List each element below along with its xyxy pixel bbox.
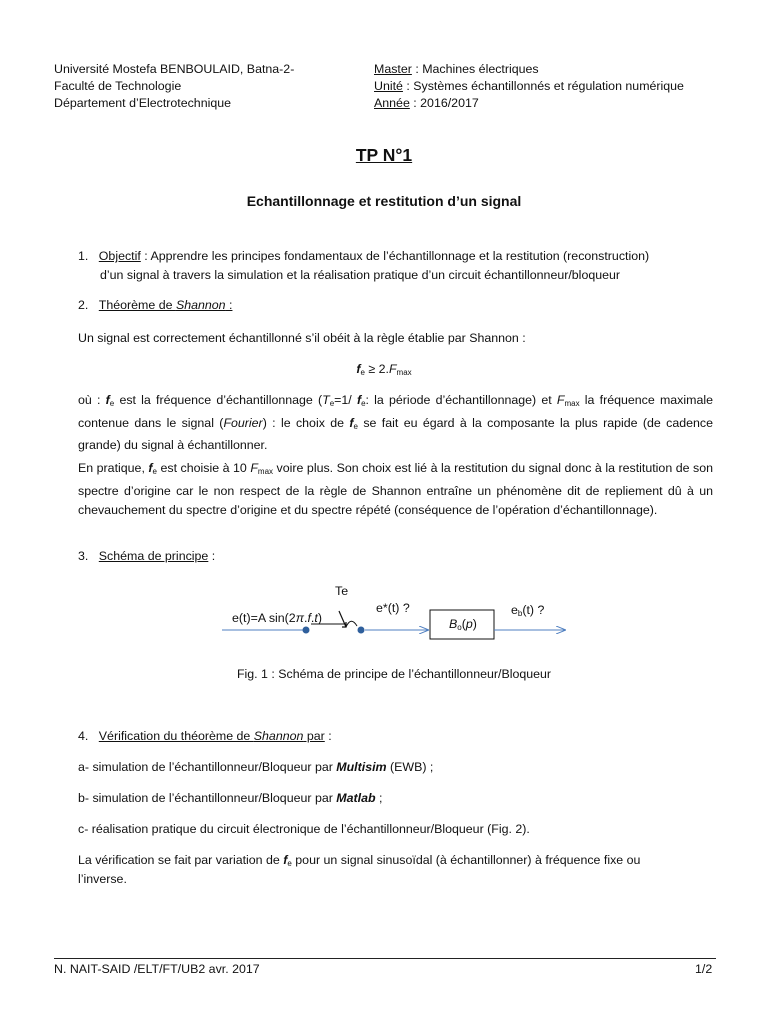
input-d: ) [317,611,322,625]
header-left [54,61,294,112]
section3-heading: Schéma de principe [98,549,209,563]
formula-sub-e: e [360,368,365,377]
section1-text1: : Apprendre les principes fondamentaux de l’échantillonnage et la restitution (reconstruction) [140,249,650,263]
p2-t3: voire plus. Son choix est lié à la restitution du signal donc à la restitution de son spectre d’origine car le non respect de la règle de Shannon entraîne un phénomène dit de repliement dû à un chevauchement du spectre d’origine et du spectre répété (conséquence de l’opération d’échantillonnage). [78,461,713,517]
diagram-output-label [511,603,544,618]
p1-T: T [322,393,330,407]
formula-F: F [388,362,397,376]
figure-caption: Fig. 1 : Schéma de principe de l’échantillonneur/Bloqueur [236,667,552,681]
page-number: 1/2 [695,962,713,976]
p1-f2: f [356,393,362,407]
section1-line2: d’un signal à travers la simulation et la réalisation pratique d’un circuit échantillonneur/bloqueur [100,268,621,282]
p1-Te-sub: e [329,399,335,408]
verif-t1: La vérification se fait par variation de [78,853,284,867]
input-c: . [310,611,315,625]
formula-f: f [356,362,361,376]
master-label: Master [374,62,412,76]
item-c: c- réalisation pratique du circuit électronique de l’échantillonneur/Bloqueur (Fig. 2). [78,822,530,836]
section2-heading-a: Théorème de [98,298,176,312]
section2-heading-line [78,298,232,312]
block-diagram-svg [0,580,768,660]
unit-value: : Systèmes échantillonnés et régulation numérique [402,79,684,93]
p1-max: max [564,399,580,408]
p1-t5: la fréquence maximale contenue dans le signal ( [78,393,713,430]
formula-relation: ≥ 2. [364,362,389,376]
block-p2: ) [472,617,477,631]
diagram-te-label: Te [335,584,349,598]
page-title: TP N°1 [355,145,413,165]
p1-t4: : la période d’échantillonnage) et [365,393,557,407]
section2-p1-text [78,391,713,456]
section2-heading [99,298,233,312]
p1-t2: est la fréquence d’échantillonnage ( [114,393,323,407]
verification-line1 [78,853,640,868]
section3-heading-suffix: : [208,549,216,563]
switch-curve-icon [346,621,357,627]
p1-e3: e [353,421,358,431]
verif-e: e [287,859,292,868]
item-b-suffix: ; [375,791,383,805]
block-p: p [465,617,473,631]
p1-f: f [105,393,110,407]
switch-left-contact [303,627,310,634]
section1-heading: Objectif [98,249,141,263]
section2-heading-c: : [225,298,233,312]
p1-f3: f [349,415,354,430]
shannon-formula [0,362,768,377]
section1-number: 1. [78,249,89,263]
unit-label: Unité [374,79,403,93]
section4-heading-line [78,729,332,743]
block-diagram [0,580,768,660]
item-b [78,791,382,805]
section2-paragraph1 [78,391,713,456]
diagram-estar-label: e*(t) ? [376,601,410,615]
master-line [374,61,684,78]
diagram-block-label [449,617,477,632]
section1-line1 [78,249,649,263]
section2-paragraph2 [78,459,713,521]
section3-number: 3. [78,549,89,563]
input-b: . [304,611,308,625]
p1-F: F [556,393,565,407]
unit-line [374,78,684,95]
block-p1: ( [461,617,466,631]
section2-heading-shannon: Shannon [175,298,226,312]
section2-p2-text [78,459,713,521]
p2-e: e [152,467,157,476]
p1-t6: ) : le choix de [262,415,350,430]
page-subtitle: Echantillonnage et restitution d’un signal [246,193,522,209]
section4-heading-suffix: : [324,729,332,743]
section4-heading-a: Vérification du théorème de [98,729,254,743]
input-pi: π [295,611,305,625]
p1-fourier: Fourier [223,415,263,430]
p1-t3: =1/ [334,393,357,407]
section2-number: 2. [78,298,89,312]
section4-heading-c: par [303,729,325,743]
formula-sub-max: max [396,368,412,377]
footer-rule [54,958,716,959]
input-t: t [314,611,318,625]
item-a-text: a- simulation de l’échantillonneur/Bloqueur par [78,760,337,774]
section2-intro: Un signal est correctement échantillonné s’il obéit à la règle établie par Shannon : [78,331,526,345]
year-label: Année [374,96,410,110]
year-line [374,95,684,112]
department-name: Département d’Electrotechnique [54,96,232,110]
header-right [374,61,684,112]
p1-e2: e [361,399,366,408]
out-rest: (t) ? [522,603,545,617]
p2-f: f [148,461,153,475]
switch-actuator-icon [339,611,346,627]
switch-right-contact [358,627,365,634]
input-a: e(t)=A sin(2 [232,611,296,625]
item-a-suffix: (EWB) ; [386,760,434,774]
out-e: e [511,603,518,617]
section4-heading-shannon: Shannon [253,729,304,743]
p2-t2: est choisie à 10 [157,461,251,475]
verif-t2: pour un signal sinusoïdal (à échantillonner) à fréquence fixe ou [291,853,641,867]
item-a [78,760,433,774]
section4-heading [99,729,325,743]
input-f: f [307,611,311,625]
section3-heading-line [78,549,215,563]
verif-f: f [283,853,288,867]
p1-t1: où : [78,393,106,407]
diagram-input-label [232,611,322,625]
out-b: b [517,609,523,618]
faculty-name: Faculté de Technologie [54,79,182,93]
block-o: o [457,623,462,632]
p2-t1: En pratique, [78,461,149,475]
item-b-text: b- simulation de l’échantillonneur/Bloqueur par [78,791,337,805]
footer-left: N. NAIT-SAID /ELT/FT/UB2 avr. 2017 [54,962,260,976]
verification-line2: l’inverse. [78,872,127,886]
p2-F: F [250,461,258,475]
university-name: Université Mostefa BENBOULAID, Batna-2- [54,62,295,76]
p2-max: max [257,467,274,476]
master-value: : Machines électriques [411,62,539,76]
year-value: : 2016/2017 [409,96,479,110]
block-B: B [449,617,458,631]
item-b-matlab: Matlab [336,791,376,805]
section4-number: 4. [78,729,89,743]
p1-t7: se fait eu égard à la composante la plus rapide (de cadence grande) du signal à échantillonner. [78,415,713,452]
p1-e: e [109,399,115,408]
item-a-multisim: Multisim [336,760,387,774]
